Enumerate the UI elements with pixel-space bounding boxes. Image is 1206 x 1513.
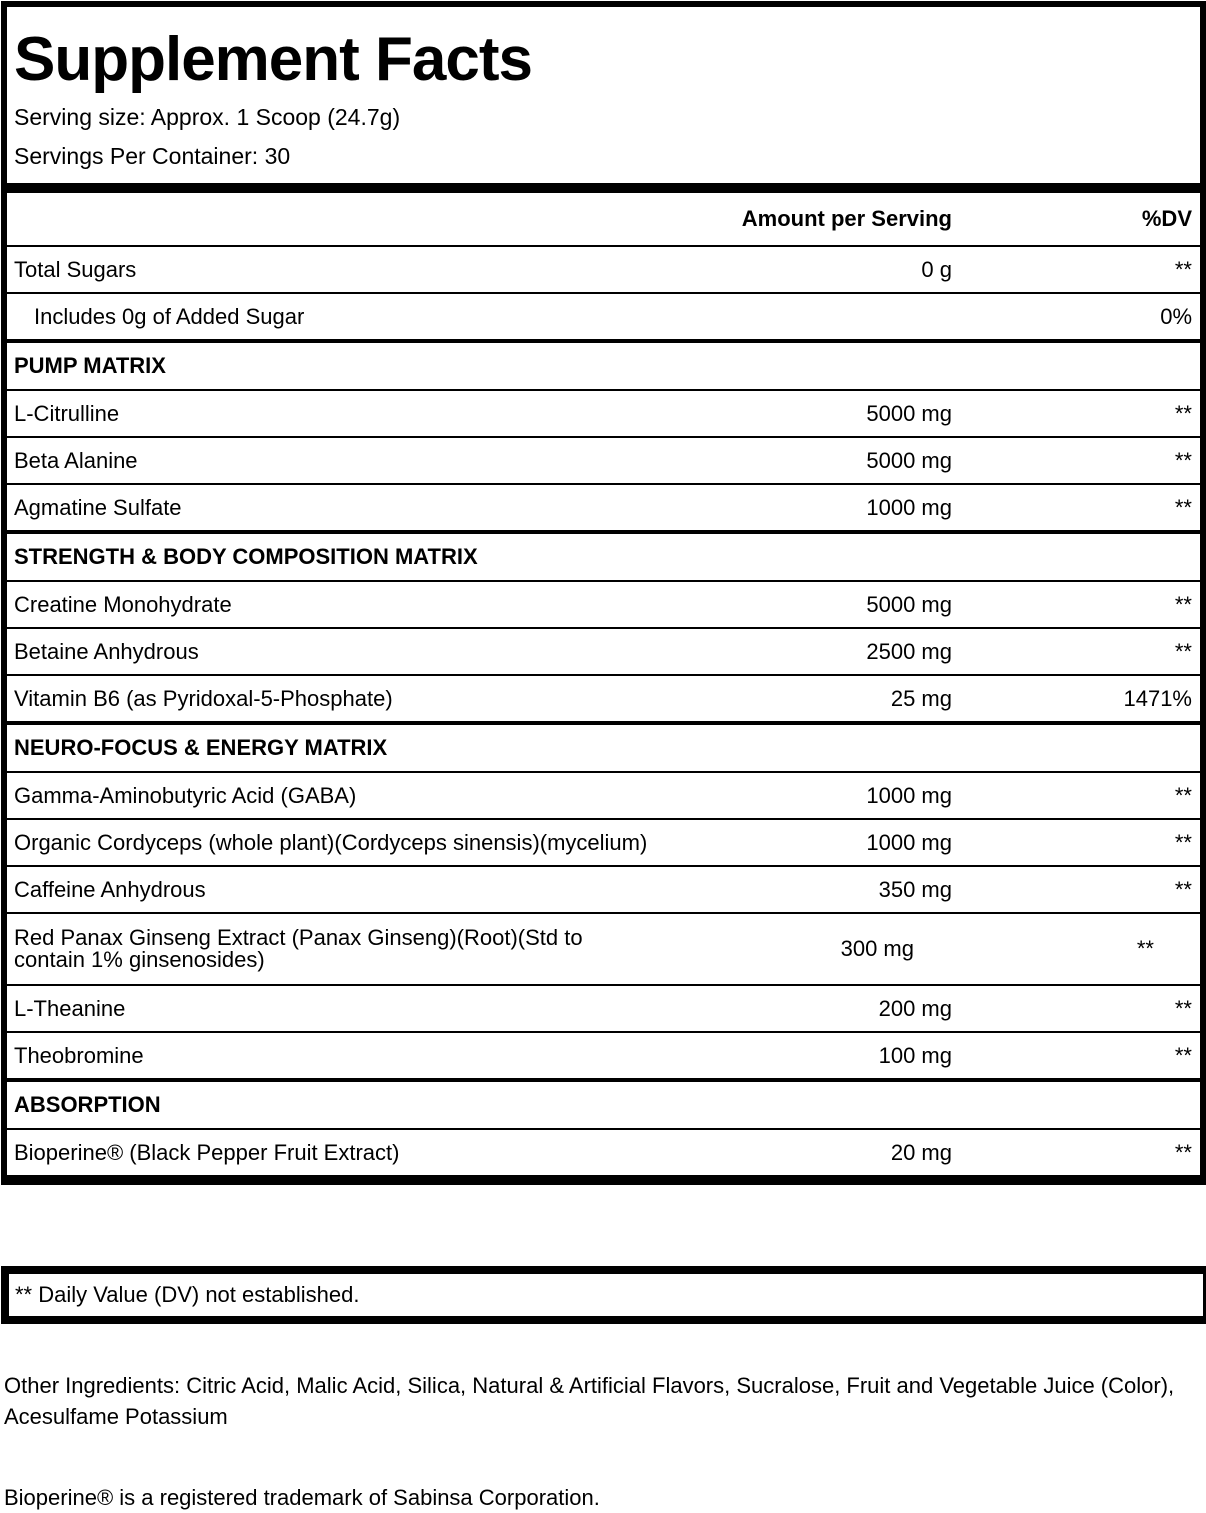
ingredient-name: Vitamin B6 (as Pyridoxal-5-Phosphate) xyxy=(14,685,393,711)
nutrient-dv: ** xyxy=(1174,256,1192,282)
other-ingredients: Other Ingredients: Citric Acid, Malic Acid, Silica, Natural & Artificial Flavors, Sucralose, Fruit and Vegetable Juice (Color), Acesulfame Potassium xyxy=(4,1373,1175,1429)
table-row xyxy=(7,984,1200,1031)
section-title: STRENGTH & BODY COMPOSITION MATRIX xyxy=(14,544,478,569)
table-row xyxy=(7,580,1200,627)
section-title: NEURO-FOCUS & ENERGY MATRIX xyxy=(14,735,388,760)
ingredient-name: Red Panax Ginseng Extract (Panax Ginseng)(Root)(Std to contain 1% ginsenosides) xyxy=(14,925,583,972)
servings-per-container: Servings Per Container: 30 xyxy=(14,143,291,169)
table-row xyxy=(7,818,1200,865)
daily-value-note: ** Daily Value (DV) not established. xyxy=(1,1266,1206,1324)
ingredient-amount: 5000 mg xyxy=(866,400,952,426)
panel-title: Supplement Facts xyxy=(14,25,532,94)
supplement-facts-panel xyxy=(1,1,1206,1185)
table-row xyxy=(7,389,1200,436)
table-row xyxy=(7,245,1200,292)
ingredient-dv: ** xyxy=(1174,829,1192,855)
ingredient-name: Gamma-Aminobutyric Acid (GABA) xyxy=(14,782,357,808)
table-row xyxy=(7,674,1200,721)
column-header-amount: Amount per Serving xyxy=(741,206,952,231)
ingredient-amount: 2500 mg xyxy=(866,638,952,664)
ingredient-name: Caffeine Anhydrous xyxy=(14,876,206,902)
serving-size: Serving size: Approx. 1 Scoop (24.7g) xyxy=(14,104,401,130)
nutrient-name: Includes 0g of Added Sugar xyxy=(34,303,305,329)
table-row xyxy=(7,627,1200,674)
column-header-row xyxy=(7,193,1200,245)
ingredient-dv: ** xyxy=(1174,876,1192,902)
ingredient-name: L-Citrulline xyxy=(14,400,120,426)
ingredient-dv: ** xyxy=(1174,494,1192,520)
column-header-dv: %DV xyxy=(1141,206,1192,231)
section-title: ABSORPTION xyxy=(14,1092,161,1117)
nutrient-dv: 0% xyxy=(1160,303,1192,329)
table-row xyxy=(7,436,1200,483)
ingredient-dv: ** xyxy=(1174,638,1192,664)
ingredient-dv: ** xyxy=(1174,1139,1192,1165)
nutrient-amount: 0 g xyxy=(921,256,952,282)
table-row xyxy=(7,771,1200,818)
table-row xyxy=(7,292,1200,339)
table-row xyxy=(7,1031,1200,1078)
ingredient-amount: 300 mg xyxy=(840,936,914,961)
ingredient-amount: 1000 mg xyxy=(866,782,952,808)
ingredient-amount: 20 mg xyxy=(890,1139,952,1165)
section-title: PUMP MATRIX xyxy=(14,353,166,378)
ingredient-name: Beta Alanine xyxy=(14,447,138,473)
table-row xyxy=(7,912,1200,984)
ingredient-amount: 1000 mg xyxy=(866,494,952,520)
ingredient-amount: 200 mg xyxy=(878,995,952,1021)
ingredient-dv: ** xyxy=(1174,447,1192,473)
section-header xyxy=(7,721,1200,771)
nutrient-name: Total Sugars xyxy=(14,256,137,282)
trademark-notice: Bioperine® is a registered trademark of Sabinsa Corporation. xyxy=(4,1485,600,1510)
table-row xyxy=(7,865,1200,912)
ingredient-dv: 1471% xyxy=(1123,685,1192,711)
ingredient-dv: ** xyxy=(1136,936,1154,961)
table-row xyxy=(7,1128,1200,1175)
ingredient-dv: ** xyxy=(1174,1042,1192,1068)
ingredient-name: Creatine Monohydrate xyxy=(14,591,232,617)
ingredient-amount: 25 mg xyxy=(890,685,952,711)
table-row xyxy=(7,483,1200,530)
ingredient-dv: ** xyxy=(1174,995,1192,1021)
ingredient-name: Bioperine® (Black Pepper Fruit Extract) xyxy=(14,1139,400,1165)
ingredient-dv: ** xyxy=(1174,591,1192,617)
ingredient-dv: ** xyxy=(1174,400,1192,426)
ingredient-name: L-Theanine xyxy=(14,995,126,1021)
ingredient-name: Betaine Anhydrous xyxy=(14,638,199,664)
section-header xyxy=(7,530,1200,580)
ingredient-amount: 5000 mg xyxy=(866,447,952,473)
ingredient-name: Organic Cordyceps (whole plant)(Cordyceps sinensis)(mycelium) xyxy=(14,829,648,855)
ingredient-amount: 1000 mg xyxy=(866,829,952,855)
ingredient-dv: ** xyxy=(1174,782,1192,808)
ingredient-amount: 100 mg xyxy=(878,1042,952,1068)
ingredient-name: Theobromine xyxy=(14,1042,144,1068)
ingredient-amount: 5000 mg xyxy=(866,591,952,617)
section-header xyxy=(7,339,1200,389)
ingredient-amount: 350 mg xyxy=(878,876,952,902)
section-header xyxy=(7,1078,1200,1128)
header-divider xyxy=(7,183,1200,193)
ingredient-name: Agmatine Sulfate xyxy=(14,494,182,520)
